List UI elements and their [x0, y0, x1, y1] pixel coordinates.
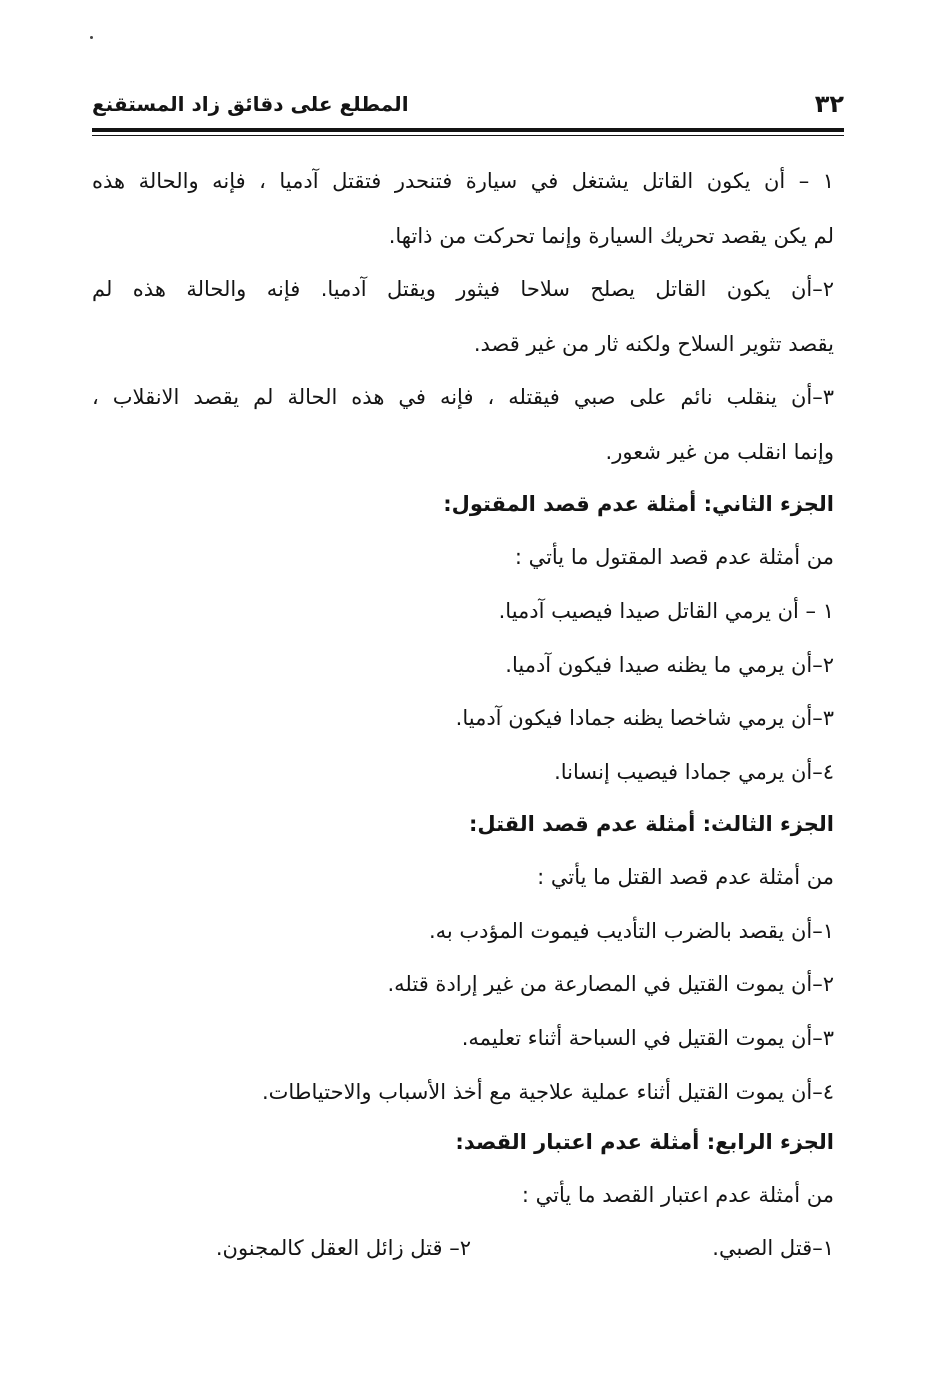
part-3-item-1: ١–أن يقصد بالضرب التأديب فيموت المؤدب به.	[428, 919, 834, 943]
part-2-item-3: ٣–أن يرمي شاخصا يظنه جمادا فيكون آدميا.	[455, 706, 834, 730]
paragraph-1-line-2: لم يكن يقصد تحريك السيارة وإنما تحركت من ذاتها.	[388, 224, 834, 248]
part-4-intro: من أمثلة عدم اعتبار القصد ما يأتي :	[521, 1183, 834, 1207]
part-4-item-1: ١–قتل الصبي.	[712, 1236, 834, 1260]
part-3-item-2: ٢–أن يموت القتيل في المصارعة من غير إرادة قتله.	[387, 972, 834, 996]
part-2-item-4: ٤–أن يرمي جمادا فيصيب إنسانا.	[554, 760, 834, 784]
paragraph-3-line-1: ٣–أن ينقلب نائم على صبي فيقتله ، فإنه في هذه الحالة لم يقصد الانقلاب ،	[92, 385, 834, 409]
part-3-heading: الجزء الثالث: أمثلة عدم قصد القتل:	[468, 812, 834, 836]
page-number: ٣٢	[814, 90, 844, 118]
part-2-item-2: ٢–أن يرمي ما يظنه صيدا فيكون آدميا.	[505, 653, 834, 677]
header-rule-thick	[92, 128, 844, 132]
part-3-item-3: ٣–أن يموت القتيل في السباحة أثناء تعليمه.	[461, 1026, 834, 1050]
part-2-heading: الجزء الثاني: أمثلة عدم قصد المقتول:	[443, 492, 834, 516]
paragraph-2-line-1: ٢–أن يكون القاتل يصلح سلاحا فيثور ويقتل آدميا. فإنه والحالة هذه لم	[92, 277, 834, 301]
page-header	[92, 86, 844, 126]
part-3-item-4: ٤–أن يموت القتيل أثناء عملية علاجية مع أخذ الأسباب والاحتياطات.	[261, 1080, 834, 1104]
part-2-item-1: ١ – أن يرمي القاتل صيدا فيصيب آدميا.	[498, 599, 834, 623]
paragraph-2-line-2: يقصد تثوير السلاح ولكنه ثار من غير قصد.	[473, 332, 834, 356]
header-rule-thin	[92, 135, 844, 136]
part-4-heading: الجزء الرابع: أمثلة عدم اعتبار القصد:	[455, 1130, 834, 1154]
part-2-intro: من أمثلة عدم قصد المقتول ما يأتي :	[514, 545, 834, 569]
running-title: المطلع على دقائق زاد المستقنع	[92, 92, 409, 116]
part-3-intro: من أمثلة عدم قصد القتل ما يأتي :	[537, 865, 834, 889]
scan-speck	[90, 36, 93, 39]
part-4-item-2: ٢– قتل زائل العقل كالمجنون.	[215, 1236, 471, 1260]
paragraph-3-line-2: وإنما انقلب من غير شعور.	[605, 440, 834, 464]
paragraph-1-line-1: ١ – أن يكون القاتل يشتغل في سيارة فتنحدر فتقتل آدميا ، فإنه والحالة هذه	[92, 169, 834, 193]
